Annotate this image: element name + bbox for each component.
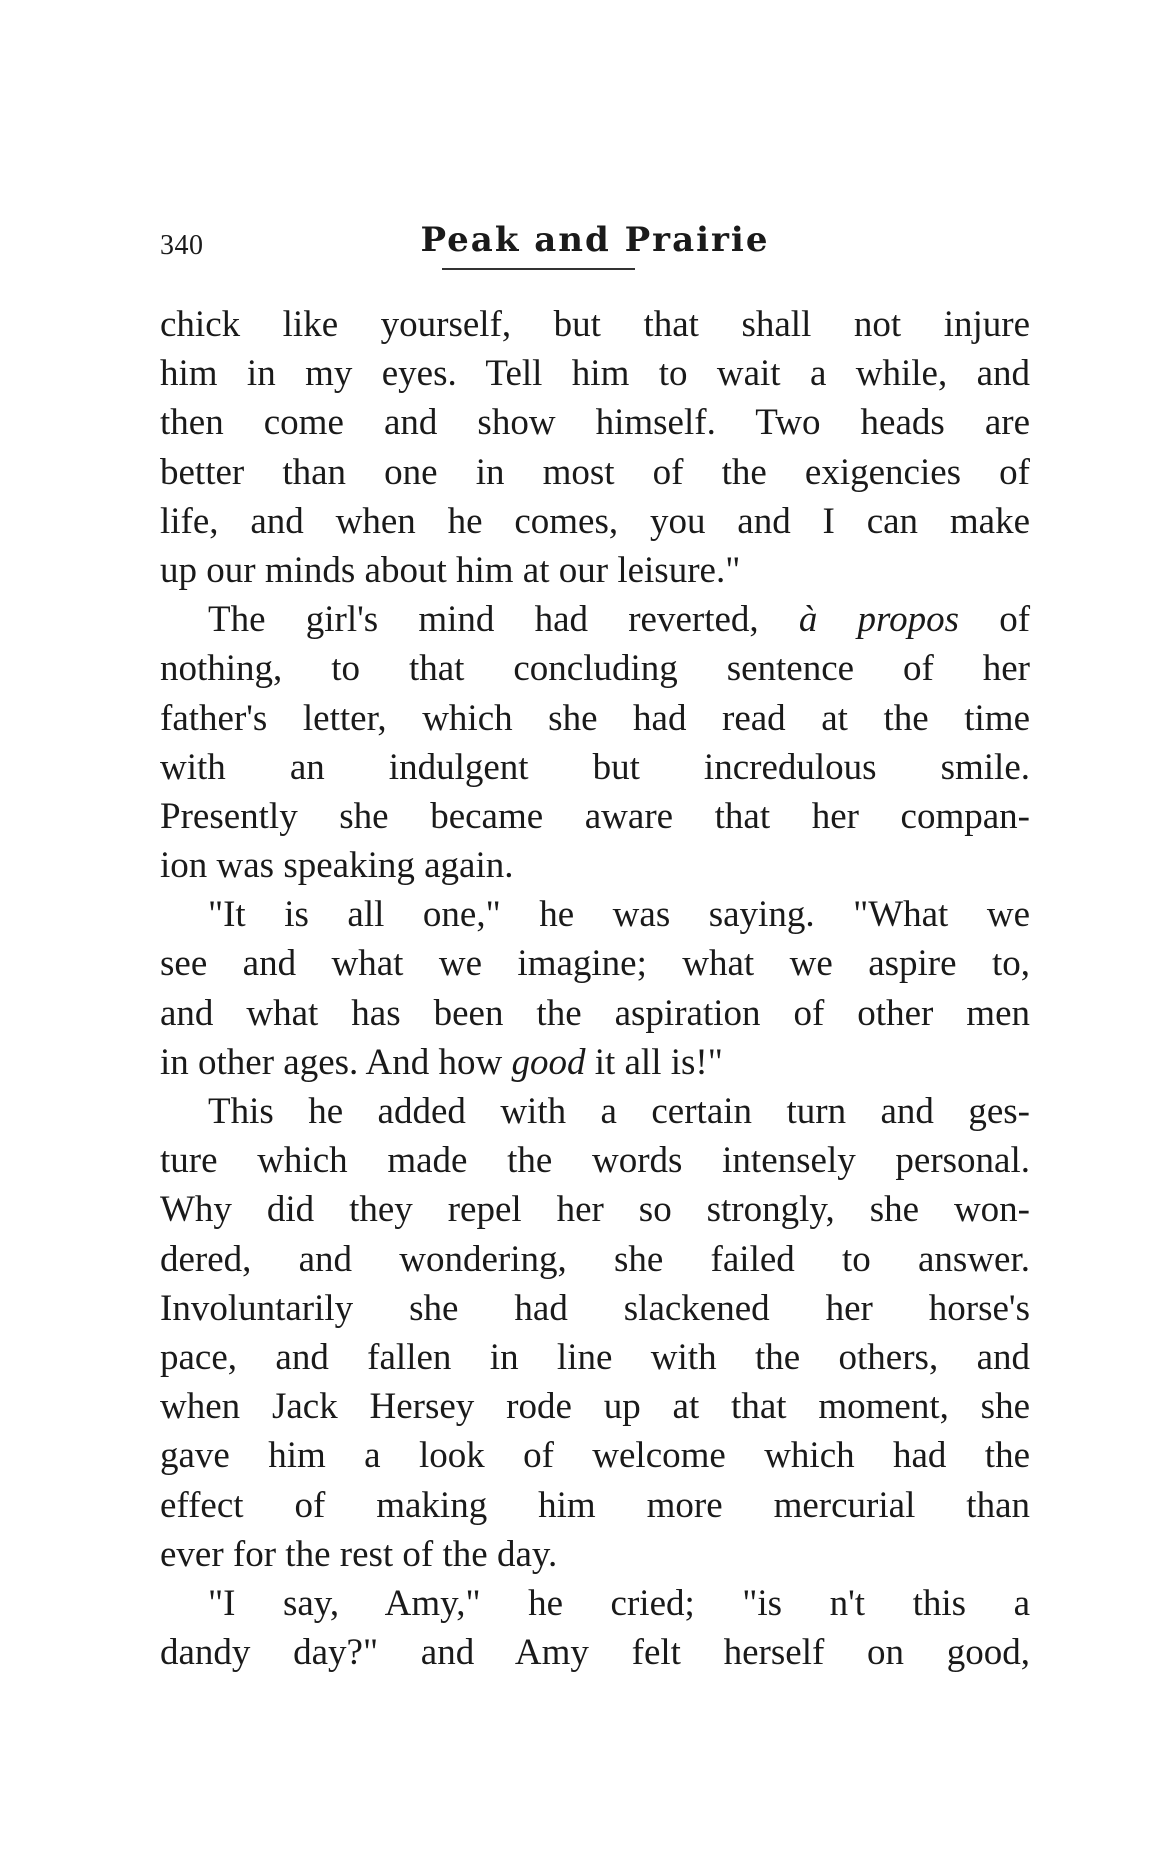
- text-line: see and what we imagine; what we aspire to,: [160, 943, 1030, 985]
- text-line: dandy day?" and Amy felt herself on good,: [160, 1632, 1030, 1674]
- text-line: Why did they repel her so strongly, she won-: [160, 1189, 1030, 1231]
- text-line: better than one in most of the exigencies of: [160, 451, 1030, 493]
- italic-word: good: [511, 1041, 586, 1083]
- italic-phrase: à propos: [798, 599, 959, 641]
- page-number: 340: [160, 230, 204, 261]
- text-line: "I say, Amy," he cried; "is n't this a: [208, 1582, 1030, 1624]
- text-line: him in my eyes. Tell him to wait a while, and: [160, 353, 1030, 395]
- text-line: dered, and wondering, she failed to answer.: [160, 1238, 1030, 1280]
- text-line: when Jack Hersey rode up at that moment, she: [160, 1386, 1030, 1428]
- text-line: with an indulgent but incredulous smile.: [160, 746, 1030, 788]
- text-line: life, and when he comes, you and I can make: [160, 500, 1030, 542]
- header-rule: [442, 268, 635, 270]
- running-title: Peak and Prairie: [420, 220, 770, 260]
- text-line: chick like yourself, but that shall not injure: [160, 304, 1030, 345]
- text-line: pace, and fallen in line with the others, and: [160, 1336, 1030, 1378]
- text-segment: in other ages. And how: [160, 1041, 503, 1083]
- text-line: up our minds about him at our leisure.": [160, 549, 741, 591]
- text-segment: of: [999, 599, 1031, 641]
- text-line: This he added with a certain turn and ges-: [208, 1091, 1030, 1132]
- text-line: nothing, to that concluding sentence of her: [160, 648, 1030, 690]
- text-line: ture which made the words intensely personal.: [160, 1140, 1030, 1182]
- text-line: [160, 595, 1030, 644]
- page-header: [160, 212, 1030, 272]
- text-line: Involuntarily she had slackened her horse's: [160, 1287, 1030, 1329]
- text-line: ever for the rest of the day.: [160, 1533, 558, 1575]
- body-text: [160, 300, 1030, 1677]
- text-line: effect of making him more mercurial than: [160, 1484, 1030, 1526]
- text-line: gave him a look of welcome which had the: [160, 1435, 1030, 1477]
- text-segment: it all is!": [594, 1041, 723, 1083]
- text-line: "It is all one," he was saying. "What we: [208, 894, 1030, 936]
- text-line: and what has been the aspiration of other men: [160, 992, 1030, 1034]
- text-line: father's letter, which she had read at the time: [160, 697, 1030, 739]
- text-segment: The girl's mind had reverted,: [208, 599, 759, 641]
- text-line: ion was speaking again.: [160, 845, 514, 887]
- text-line: [160, 1038, 1030, 1087]
- text-line: Presently she became aware that her compan-: [160, 795, 1030, 837]
- text-line: then come and show himself. Two heads are: [160, 402, 1030, 444]
